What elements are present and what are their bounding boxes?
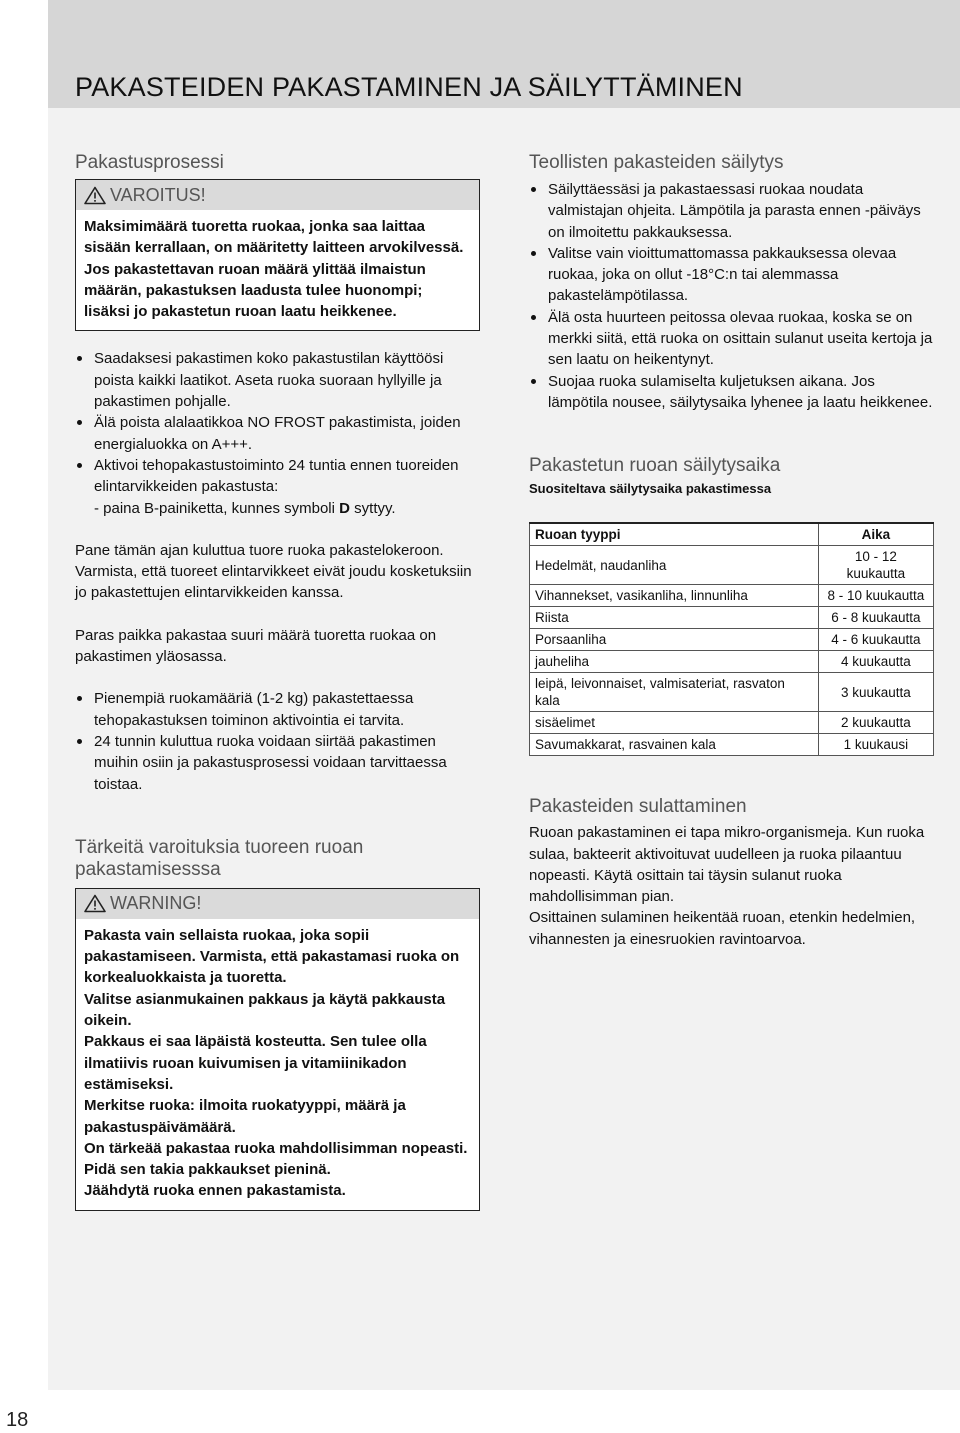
table-row [530,651,934,673]
section-title-storage-time: Pakastetun ruoan säilytysaika [529,455,781,477]
list-item: Älä poista alalaatikkoa NO FROST pakastimista, joiden energialuokka on A+++. [75,412,480,455]
table-cell-time: 8 - 10 kuukautta [818,585,933,607]
table-cell-food: jauheliha [530,651,819,673]
table-cell-time: 4 - 6 kuukautta [818,629,933,651]
warning-line: Merkitse ruoka: ilmoita ruokatyyppi, määrä ja pakastuspäivämäärä. [84,1097,406,1136]
table-cell-time: 1 kuukausi [818,734,933,756]
storage-time-subtitle: Suositeltava säilytysaika pakastimessa [529,481,772,497]
subline-suffix: syttyy. [349,499,396,517]
section-title-thawing: Pakasteiden sulattaminen [529,796,747,818]
list-item: Valitse vain vioittumattomassa pakkauksessa olevaa ruokaa, joka on ollut -18°C:n tai alemmassa pakastelämpötilassa. [529,243,934,307]
table-cell-food: Savumakkarat, rasvainen kala [530,734,819,756]
warning-box-varoitus [75,179,480,331]
table-row [530,607,934,629]
warning-header [76,889,479,919]
table-cell-food: leipä, leivonnaiset, valmisateriat, rasvaton kala [530,673,819,712]
warning-triangle-icon [84,186,106,205]
right-column [529,152,934,950]
subline-prefix: - paina B-painiketta, kunnes symboli [94,499,340,517]
warning-triangle-icon [84,894,106,913]
table-row [530,585,934,607]
list-item: 24 tunnin kuluttua ruoka voidaan siirtää pakastimen muihin osiin ja pakastusprosessi voidaan tarvittaessa toistaa. [75,731,480,795]
warning-text [76,919,479,1210]
table-row [530,712,934,734]
table-header-row [530,523,934,546]
table-row [530,546,934,585]
section-title-important-warnings: Tärkeitä varoituksia tuoreen ruoan pakastamisesssa [75,836,364,880]
paragraph-partial-thawing: Osittainen sulaminen heikentää ruoan, etenkin hedelmien, vihannesten ja einesruokien ravintoarvoa. [529,909,916,948]
table-cell-food: Porsaanliha [530,629,819,651]
table-cell-time: 6 - 8 kuukautta [818,607,933,629]
table-cell-food: sisäelimet [530,712,819,734]
page-number: 18 [6,1409,29,1431]
table-cell-time: 3 kuukautta [818,673,933,712]
column-header-food-type: Ruoan tyyppi [530,523,819,546]
warning-header [76,180,479,210]
page-title: PAKASTEIDEN PAKASTAMINEN JA SÄILYTTÄMINEN [75,72,743,102]
warning-label: WARNING! [110,893,202,914]
warning-line: Jäähdytä ruoka ennen pakastamista. [84,1182,346,1200]
warning-box-warning [75,888,480,1211]
paragraph-transfer: Pane tämän ajan kuluttua tuore ruoka pakastelokeroon. Varmista, että tuoreet elintarvikkeet eivät joudu kosketuksiin jo pakastettujen elintarvikkeiden kanssa. [75,541,472,602]
section-title-freezing-process: Pakastusprosessi [75,152,224,173]
table-row [530,734,934,756]
table-row [530,629,934,651]
paragraph-best-place: Paras paikka pakastaa suuri määrä tuoretta ruokaa on pakastimen yläosassa. [75,626,437,666]
list-item: Saadaksesi pakastimen koko pakastustilan käyttöösi poista kaikki laatikot. Aseta ruoka suoraan hyllyille ja pakastimen pohjalle. [75,348,480,412]
warning-label: VAROITUS! [110,184,206,205]
table-cell-time: 4 kuukautta [818,651,933,673]
list-item: Suojaa ruoka sulamiselta kuljetuksen aikana. Jos lämpötila nousee, säilytysaika lyhenee ja laatu heikkenee. [529,371,934,414]
table-cell-time: 10 - 12 kuukautta [818,546,933,585]
table-row [530,673,934,712]
warning-text [76,210,479,330]
paragraph-thawing: Ruoan pakastaminen ei tapa mikro-organismeja. Kun ruoka sulaa, bakteerit aktivoituvat uudelleen ja ruoka pilaantuu nopeasti. Käytä osittain tai täysin sulanut ruoka mahdollisimman pian. [529,824,925,906]
column-header-time: Aika [818,523,933,546]
storage-time-table [529,522,934,756]
warning-line: Pakasta vain sellaista ruokaa, joka sopii pakastamiseen. Varmista, että pakastamasi ruoka on korkealuokkaista ja tuoretta. [84,926,460,987]
list-item: Aktivoi tehopakastustoiminto 24 tuntia ennen tuoreiden elintarvikkeiden pakastusta: [75,455,480,498]
table-cell-time: 2 kuukautta [818,712,933,734]
left-column [75,152,480,1211]
table-cell-food: Hedelmät, naudanliha [530,546,819,585]
list-item: Säilyttäessäsi ja pakastaessasi ruokaa noudata valmistajan ohjeita. Lämpötila ja parasta ennen -päiväys on ilmoitettu pakkauksessa. [529,179,934,243]
table-cell-food: Riista [530,607,819,629]
list-item: Älä osta huurteen peitossa olevaa ruokaa, koska se on merkki siitä, että ruoka on osittain sulanut useita kertoja ja sen laatu on heikentynyt. [529,307,934,371]
table-cell-food: Vihannekset, vasikanliha, linnunliha [530,585,819,607]
warning-paragraph: Maksimimäärä tuoretta ruokaa, jonka saa laittaa sisään kerrallaan, on määritetty laitteen arvokilvessä. Jos pakastettavan ruoan määrä ylittää ilmaistun määrän, pakastuksen laadusta tulee huonompi; lisäksi jo pakastetun ruoan laatu heikkenee. [84,218,464,321]
symbol-d: D [339,499,350,517]
warning-line: Valitse asianmukainen pakkaus ja käytä pakkausta oikein. [84,990,446,1030]
small-amounts-bullet-list [75,688,480,794]
bullet-subline [75,498,480,519]
section-title-industrial-frozen-storage: Teollisten pakasteiden säilytys [529,152,784,173]
warning-line: On tärkeää pakastaa ruoka mahdollisimman nopeasti. Pidä sen takia pakkaukset pieninä. [84,1139,468,1179]
freezing-bullet-list [75,348,480,497]
warning-line: Pakkaus ei saa läpäistä kosteutta. Sen tulee olla ilmatiivis ruoan kuivumisen ja vitamiinikadon estämiseksi. [84,1033,427,1093]
storage-bullet-list [529,179,934,413]
list-item: Pienempiä ruokamääriä (1-2 kg) pakastettaessa tehopakastuksen toiminon aktivointia ei tarvita. [75,688,480,731]
